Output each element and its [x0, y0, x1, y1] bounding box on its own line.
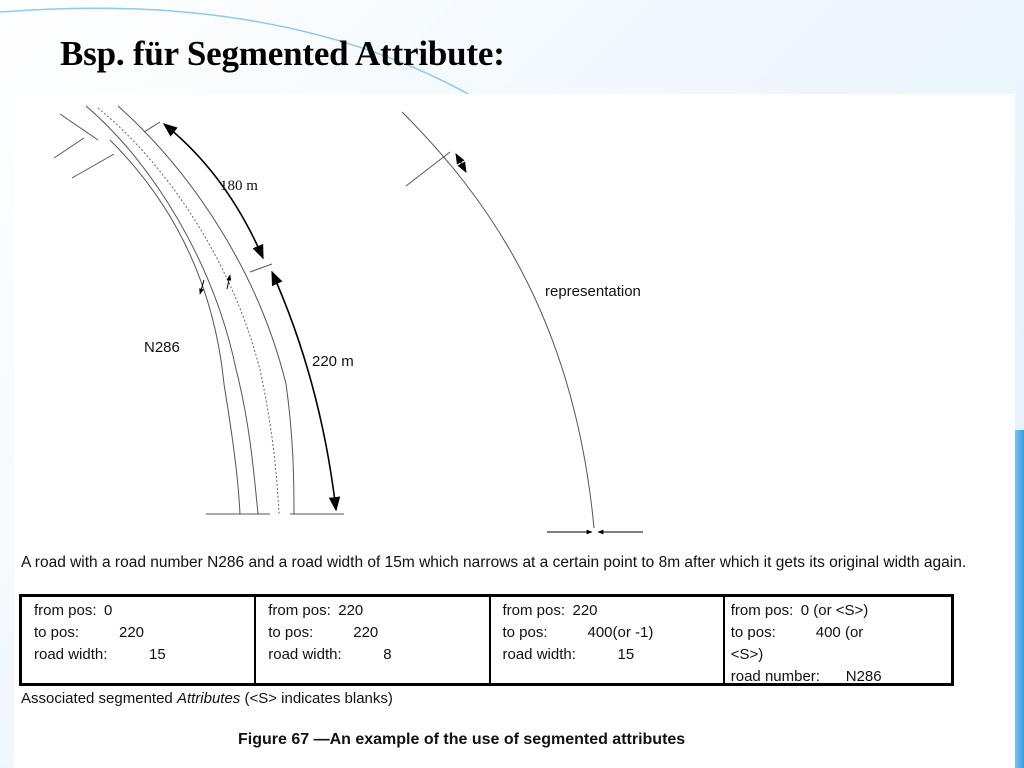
- to-pos-value: 220: [353, 624, 379, 641]
- road-edges: [86, 106, 344, 514]
- table-cell-segment-2: [256, 597, 490, 683]
- note-suffix: (<S> indicates blanks): [240, 690, 393, 707]
- from-pos-key: from pos:: [34, 602, 97, 619]
- representation-line: [402, 112, 594, 528]
- to-pos-value: 400(or -1): [587, 624, 654, 641]
- figure-panel: [14, 94, 1015, 768]
- measure-ticks: [144, 122, 272, 272]
- label-road-number: N286: [144, 339, 180, 356]
- figure-description: A road with a road number N286 and a road width of 15m which narrows at a certain point to 8m after which it gets its original width again.: [21, 554, 967, 571]
- to-pos-key: to pos:: [34, 624, 80, 641]
- road-number-value: N286: [845, 668, 882, 685]
- associated-attributes-note: [21, 690, 393, 707]
- from-pos-key: from pos:: [502, 602, 566, 619]
- table-cell-road-number: [725, 597, 951, 683]
- figure-caption: Figure 67 —An example of the use of segmented attributes: [238, 731, 686, 748]
- from-pos-key: from pos:: [268, 602, 331, 619]
- note-italic: Attributes: [176, 690, 241, 707]
- from-pos-value: 220: [572, 602, 598, 619]
- road-width-key: road width:: [502, 646, 576, 663]
- slide-title: Bsp. für Segmented Attribute:: [60, 34, 505, 73]
- road-width-value: 15: [617, 646, 635, 663]
- table-cell-segment-1: [22, 597, 256, 683]
- to-pos-value-continued: <S>): [730, 646, 764, 663]
- label-220m: 220 m: [312, 353, 354, 370]
- road-width-value: 15: [149, 646, 166, 663]
- note-prefix: Associated segmented: [21, 690, 177, 707]
- segmented-attributes-table: [19, 594, 954, 686]
- to-pos-key: to pos:: [268, 624, 314, 641]
- road-width-key: road width:: [268, 646, 342, 663]
- label-180m: 180 m: [220, 178, 258, 194]
- representation-arrow: [456, 154, 466, 172]
- to-pos-value: 400 (or: [815, 624, 864, 641]
- to-pos-value: 220: [119, 624, 145, 641]
- dimension-220m: [272, 272, 336, 510]
- road-width-value: 8: [383, 646, 392, 663]
- from-pos-value: 0 (or <S>): [800, 602, 869, 619]
- to-pos-key: to pos:: [502, 624, 548, 641]
- table-cell-segment-3: [491, 597, 725, 683]
- representation-tick: [406, 152, 450, 186]
- road-width-key: road width:: [34, 646, 108, 663]
- road-number-key: road number:: [730, 668, 820, 685]
- from-pos-value: 220: [338, 602, 364, 619]
- from-pos-key: from pos:: [730, 602, 794, 619]
- label-representation: representation: [545, 283, 641, 300]
- from-pos-value: 0: [104, 602, 113, 619]
- to-pos-key: to pos:: [730, 624, 776, 641]
- accent-bar: [1015, 430, 1024, 768]
